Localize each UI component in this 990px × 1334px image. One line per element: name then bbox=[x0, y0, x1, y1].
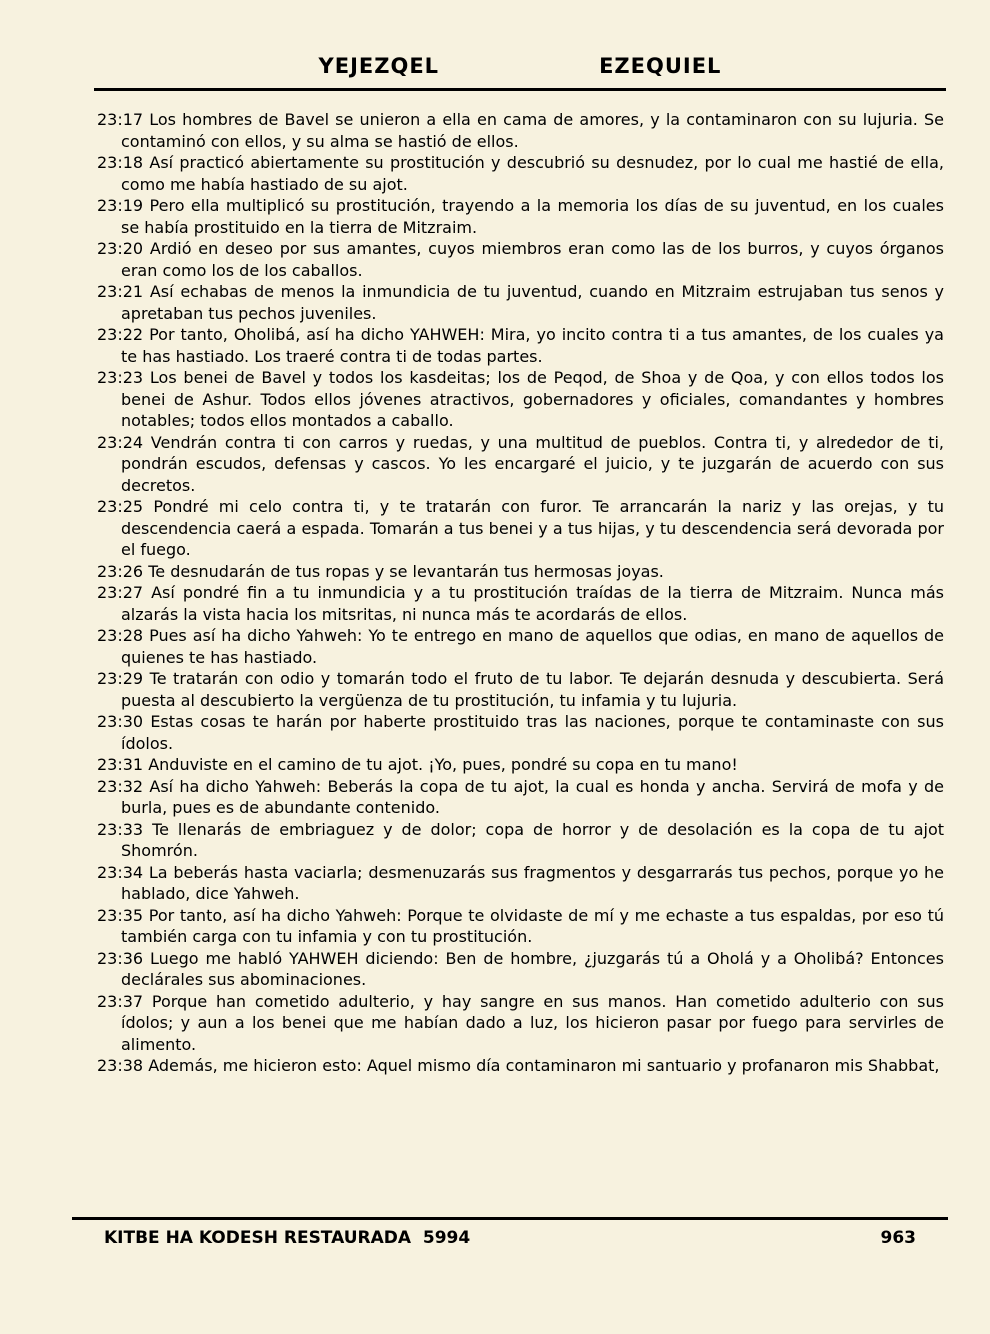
verse-text: Así practicó abiertamente su prostitución y descubrió su desnudez, por lo cual me hastié de ella, como me había hastiado de su ajot. bbox=[121, 153, 944, 194]
verse-text: Por tanto, Oholibá, así ha dicho YAHWEH: Mira, yo incito contra ti a tus amantes, de los cuales ya te has hastiado. Los traeré contra ti de todas partes. bbox=[121, 325, 944, 366]
verse bbox=[97, 711, 944, 754]
verse-ref: 23:17 bbox=[97, 110, 144, 129]
verse-ref: 23:28 bbox=[97, 626, 144, 645]
verse-text: Luego me habló YAHWEH diciendo: Ben de hombre, ¿juzgarás tú a Oholá y a Oholibá? Entonces declárales sus abominaciones. bbox=[121, 948, 944, 989]
verse-ref: 23:24 bbox=[97, 432, 144, 452]
verse bbox=[97, 862, 944, 905]
verse bbox=[97, 367, 944, 432]
verse bbox=[97, 905, 944, 948]
verse bbox=[97, 819, 944, 862]
verse bbox=[97, 281, 944, 324]
verse-ref: 23:33 bbox=[97, 819, 144, 839]
verse-text: La beberás hasta vaciarla; desmenuzarás sus fragmentos y desgarrarás tus pechos, porque yo he hablado, dice Yahweh. bbox=[121, 862, 944, 903]
edition-title: KITBE HA KODESH RESTAURADA 5994 bbox=[104, 1228, 471, 1248]
verse-ref: 23:38 bbox=[97, 1056, 144, 1075]
verse-ref: 23:30 bbox=[97, 712, 144, 731]
book-title-hebrew: YEJEZQEL bbox=[318, 54, 440, 78]
verse-ref: 23:25 bbox=[97, 497, 144, 516]
verse bbox=[97, 582, 944, 625]
verse bbox=[97, 776, 944, 819]
verse-ref: 23:34 bbox=[97, 862, 144, 882]
verse-text: Te desnudarán de tus ropas y se levantarán tus hermosas joyas. bbox=[148, 561, 664, 581]
page-number: 963 bbox=[880, 1228, 916, 1248]
verse bbox=[97, 109, 944, 152]
verse bbox=[97, 754, 944, 776]
verse-text: Pero ella multiplicó su prostitución, trayendo a la memoria los días de su juventud, en los cuales se había prostituido en la tierra de Mitzraim. bbox=[121, 196, 944, 237]
footer-row bbox=[72, 1228, 948, 1248]
verse-ref: 23:23 bbox=[97, 368, 144, 387]
footer-divider bbox=[72, 1217, 948, 1220]
verse-text: Anduviste en el camino de tu ajot. ¡Yo, pues, pondré su copa en tu mano! bbox=[148, 755, 738, 774]
verse-text: Ardió en deseo por sus amantes, cuyos miembros eran como las de los burros, y cuyos órganos eran como los de los caballos. bbox=[121, 239, 945, 280]
verse-ref: 23:22 bbox=[97, 325, 144, 344]
verse-text: Porque han cometido adulterio, y hay sangre en sus manos. Han cometido adulterio con sus ídolos; y aun a los benei que me habían dado a luz, los hicieron pasar por fuego para servirles de alimento. bbox=[121, 991, 944, 1054]
verse bbox=[97, 668, 944, 711]
page-footer bbox=[72, 1217, 948, 1248]
verse-text: Pues así ha dicho Yahweh: Yo te entrego en mano de aquellos que odias, en mano de aquellos de quienes te has hastiado. bbox=[121, 626, 945, 667]
verse-text: Así echabas de menos la inmundicia de tu juventud, cuando en Mitzraim estrujaban tus senos y apretaban tus pechos juveniles. bbox=[121, 282, 945, 323]
verse-ref: 23:21 bbox=[97, 282, 144, 301]
verse-ref: 23:31 bbox=[97, 755, 144, 774]
verse-text: Vendrán contra ti con carros y ruedas, y una multitud de pueblos. Contra ti, y alrededor de ti, pondrán escudos, defensas y cascos. Yo les encargaré el juicio, y te juzgarán de acuerdo con sus decretos. bbox=[121, 432, 944, 495]
verse bbox=[97, 496, 944, 561]
verse-ref: 23:32 bbox=[97, 776, 144, 796]
verse-text: Así ha dicho Yahweh: Beberás la copa de tu ajot, la cual es honda y ancha. Servirá de mofa y de burla, pues es de abundante contenido. bbox=[121, 776, 945, 817]
verse-text: Estas cosas te harán por haberte prostituido tras las naciones, porque te contaminaste con sus ídolos. bbox=[121, 712, 944, 753]
verse-body bbox=[97, 109, 944, 1077]
verse-text: Los hombres de Bavel se unieron a ella en cama de amores, y la contaminaron con su lujuria. Se contaminó con ellos, y su alma se hastió de ellos. bbox=[121, 110, 944, 151]
verse-ref: 23:27 bbox=[97, 583, 144, 602]
verse bbox=[97, 948, 944, 991]
verse-ref: 23:37 bbox=[97, 991, 144, 1011]
verse bbox=[97, 432, 944, 497]
verse-ref: 23:29 bbox=[97, 669, 144, 688]
verse-ref: 23:26 bbox=[97, 561, 144, 581]
verse-text: Así pondré fin a tu inmundicia y a tu prostitución traídas de la tierra de Mitzraim. Nunca más alzarás la vista hacia los mitsritas, ni nunca más te acordarás de ellos. bbox=[121, 583, 944, 624]
verse-ref: 23:36 bbox=[97, 948, 144, 968]
page-header bbox=[94, 54, 946, 78]
verse bbox=[97, 152, 944, 195]
verse-text: Los benei de Bavel y todos los kasdeitas; los de Peqod, de Shoa y de Qoa, y con ellos todos los benei de Ashur. Todos ellos jóvenes atractivos, gobernadores y oficiales, comandantes y hombres notables; todos ellos montados a caballo. bbox=[121, 368, 945, 430]
header-divider bbox=[94, 88, 946, 91]
verse-ref: 23:35 bbox=[97, 905, 144, 925]
verse-text: Por tanto, así ha dicho Yahweh: Porque te olvidaste de mí y me echaste a tus espaldas, por eso tú también carga con tu infamia y con tu prostitución. bbox=[121, 905, 944, 946]
verse bbox=[97, 625, 944, 668]
verse bbox=[97, 991, 944, 1056]
verse-ref: 23:19 bbox=[97, 196, 144, 215]
verse-text: Pondré mi celo contra ti, y te tratarán con furor. Te arrancarán la nariz y las orejas, y tu descendencia caerá a espada. Tomarán a tus benei y a tus hijas, y tu descendencia será devorada por el fuego. bbox=[121, 497, 944, 559]
book-title-spanish: EZEQUIEL bbox=[599, 54, 722, 78]
verse-text: Además, me hicieron esto: Aquel mismo día contaminaron mi santuario y profanaron mis Shabbat, bbox=[148, 1056, 940, 1075]
verse-text: Te tratarán con odio y tomarán todo el fruto de tu labor. Te dejarán desnuda y descubierta. Será puesta al descubierto la vergüenza de tu prostitución, tu infamia y tu lujuria. bbox=[121, 669, 945, 710]
verse-ref: 23:18 bbox=[97, 153, 144, 172]
verse bbox=[97, 1055, 944, 1077]
verse bbox=[97, 561, 944, 583]
verse-text: Te llenarás de embriaguez y de dolor; copa de horror y de desolación es la copa de tu ajot Shomrón. bbox=[121, 819, 945, 860]
verse bbox=[97, 238, 944, 281]
verse bbox=[97, 195, 944, 238]
verse-ref: 23:20 bbox=[97, 239, 144, 258]
verse bbox=[97, 324, 944, 367]
